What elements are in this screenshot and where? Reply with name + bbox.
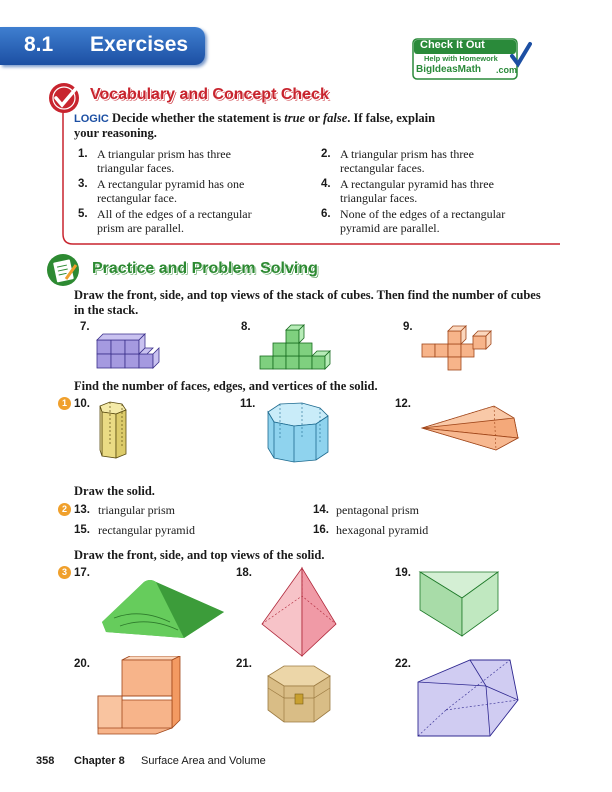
item-number: 5. bbox=[78, 208, 88, 220]
footer-title: Surface Area and Volume bbox=[141, 755, 266, 767]
exercise-number-16: 16. bbox=[313, 524, 329, 536]
instruction-line: in the stack. bbox=[74, 303, 139, 317]
purple-trapezoidal-prism bbox=[414, 656, 524, 738]
vocab-item-4 bbox=[340, 177, 494, 205]
item-line: triangular faces. bbox=[97, 161, 175, 175]
practice-instruction-2: Find the number of faces, edges, and vertices of the solid. bbox=[74, 379, 378, 393]
item-number: 2. bbox=[321, 148, 331, 160]
green-wooden-wedge bbox=[100, 578, 230, 640]
wooden-hexagonal-box bbox=[258, 664, 340, 730]
logic-label: LOGIC bbox=[74, 113, 109, 125]
instruction-false: false bbox=[322, 111, 348, 125]
exercise-number-22: 22. bbox=[395, 658, 411, 670]
exercise-text-16: hexagonal pyramid bbox=[336, 523, 429, 537]
footer-chapter: Chapter 8 bbox=[74, 755, 125, 767]
item-line: rectangular face. bbox=[97, 191, 177, 205]
section-title: Exercises bbox=[90, 33, 189, 56]
item-number: 1. bbox=[78, 148, 88, 160]
item-line: A triangular prism has three bbox=[97, 147, 231, 161]
bigideasmath-text: BigIdeasMath bbox=[416, 64, 482, 75]
exercise-number-13: 13. bbox=[74, 504, 90, 516]
check-it-out-logo[interactable] bbox=[412, 38, 532, 82]
item-number: 6. bbox=[321, 208, 331, 220]
octagonal-prism-blue bbox=[258, 400, 336, 464]
vocab-instruction bbox=[74, 111, 435, 127]
practice-section-title: Practice and Problem Solving bbox=[92, 260, 318, 277]
exercise-number-14: 14. bbox=[313, 504, 329, 516]
exercise-number-10: 10. bbox=[74, 398, 90, 410]
example-badge-2: 2 bbox=[58, 503, 71, 516]
vocab-item-1 bbox=[97, 147, 231, 175]
exercise-number-19: 19. bbox=[395, 567, 411, 579]
check-it-out-text: Check It Out bbox=[420, 39, 485, 51]
exercise-number-18: 18. bbox=[236, 567, 252, 579]
exercise-number-17: 17. bbox=[74, 567, 90, 579]
vocab-item-3 bbox=[97, 177, 244, 205]
item-number: 4. bbox=[321, 178, 331, 190]
practice-instruction-3: Draw the solid. bbox=[74, 484, 155, 498]
item-line: A rectangular pyramid has one bbox=[97, 177, 245, 191]
item-line: triangular faces. bbox=[340, 191, 418, 205]
item-line: All of the edges of a rectangular bbox=[97, 207, 252, 221]
instruction-line: Draw the front, side, and top views of the stack of cubes. Then find the number of cubes bbox=[74, 288, 541, 302]
page-number: 358 bbox=[36, 755, 55, 767]
vocab-item-5 bbox=[97, 207, 252, 235]
item-line: None of the edges of a rectangular bbox=[340, 207, 506, 221]
green-triangular-prism bbox=[418, 570, 502, 638]
instruction-true: true bbox=[284, 111, 306, 125]
orange-l-block bbox=[96, 656, 182, 736]
vocab-item-2 bbox=[340, 147, 474, 175]
cube-stack-orange bbox=[418, 322, 498, 374]
vocab-item-6 bbox=[340, 207, 505, 235]
practice-instruction-4: Draw the front, side, and top views of the solid. bbox=[74, 548, 325, 562]
help-homework-text: Help with Homework bbox=[424, 54, 498, 63]
item-number: 3. bbox=[78, 178, 88, 190]
exercise-text-14: pentagonal prism bbox=[336, 503, 419, 517]
practice-instruction-1 bbox=[74, 288, 544, 318]
exercise-number-8: 8. bbox=[241, 321, 251, 333]
notepad-icon bbox=[46, 252, 82, 288]
vocab-instruction-line2: your reasoning. bbox=[74, 126, 157, 140]
vocab-section-title: Vocabulary and Concept Check bbox=[90, 86, 329, 103]
exercise-number-11: 11. bbox=[240, 398, 256, 410]
example-badge-1: 1 bbox=[58, 397, 71, 410]
item-line: rectangular faces. bbox=[340, 161, 425, 175]
cube-stack-purple bbox=[95, 326, 161, 374]
exercise-number-15: 15. bbox=[74, 524, 90, 536]
exercise-text-13: triangular prism bbox=[98, 503, 175, 517]
exercise-number-20: 20. bbox=[74, 658, 90, 670]
instruction-text-b: . If false, explain bbox=[347, 111, 436, 125]
exercise-text-15: rectangular pyramid bbox=[98, 523, 195, 537]
item-line: A rectangular pyramid has three bbox=[340, 177, 494, 191]
item-line: pyramid are parallel. bbox=[340, 221, 440, 235]
cube-stack-green bbox=[258, 322, 332, 374]
item-line: A triangular prism has three bbox=[340, 147, 474, 161]
item-line: prism are parallel. bbox=[97, 221, 184, 235]
example-badge-3: 3 bbox=[58, 566, 71, 579]
red-square-pyramid bbox=[258, 566, 340, 658]
instruction-or: or bbox=[305, 111, 323, 125]
exercise-number-9: 9. bbox=[403, 321, 413, 333]
pentagonal-pyramid-orange bbox=[418, 402, 528, 454]
dot-com-text: .com bbox=[496, 65, 518, 75]
exercise-number-21: 21. bbox=[236, 658, 252, 670]
exercise-number-12: 12. bbox=[395, 398, 411, 410]
hexagonal-prism-yellow bbox=[88, 400, 140, 464]
section-number: 8.1 bbox=[24, 33, 54, 56]
instruction-text: Decide whether the statement is bbox=[111, 111, 285, 125]
exercise-number-7: 7. bbox=[80, 321, 90, 333]
